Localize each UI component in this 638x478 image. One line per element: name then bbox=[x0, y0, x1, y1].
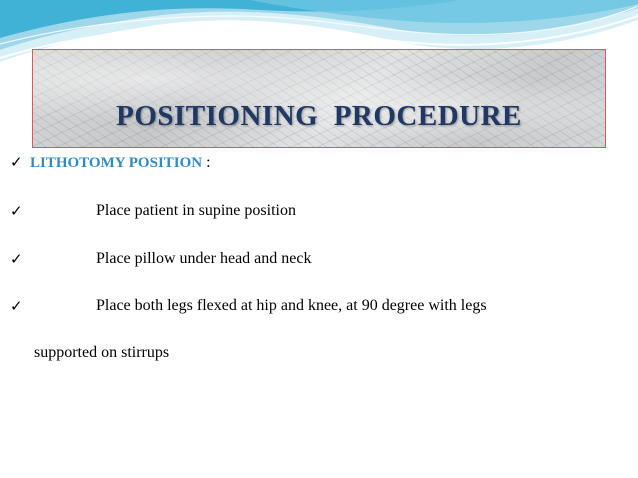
list-item bbox=[10, 202, 296, 221]
heading-suffix: : bbox=[202, 154, 211, 171]
list-item bbox=[10, 250, 312, 269]
bullet-text: Place pillow under head and neck bbox=[96, 250, 312, 267]
heading-item bbox=[10, 153, 211, 172]
check-icon: ✓ bbox=[10, 299, 23, 315]
check-icon: ✓ bbox=[10, 155, 23, 171]
heading-label: LITHOTOMY POSITION bbox=[30, 155, 203, 171]
list-item bbox=[10, 297, 487, 316]
bullet-text: Place patient in supine position bbox=[96, 202, 296, 219]
check-icon: ✓ bbox=[10, 252, 23, 268]
bullet-continuation: supported on stirrups bbox=[34, 344, 170, 361]
slide-title: POSITIONING PROCEDURE bbox=[116, 100, 522, 132]
bullet-text: Place both legs flexed at hip and knee, at 90 degree with legs bbox=[96, 297, 487, 314]
check-icon: ✓ bbox=[10, 204, 23, 220]
title-box bbox=[32, 49, 606, 148]
